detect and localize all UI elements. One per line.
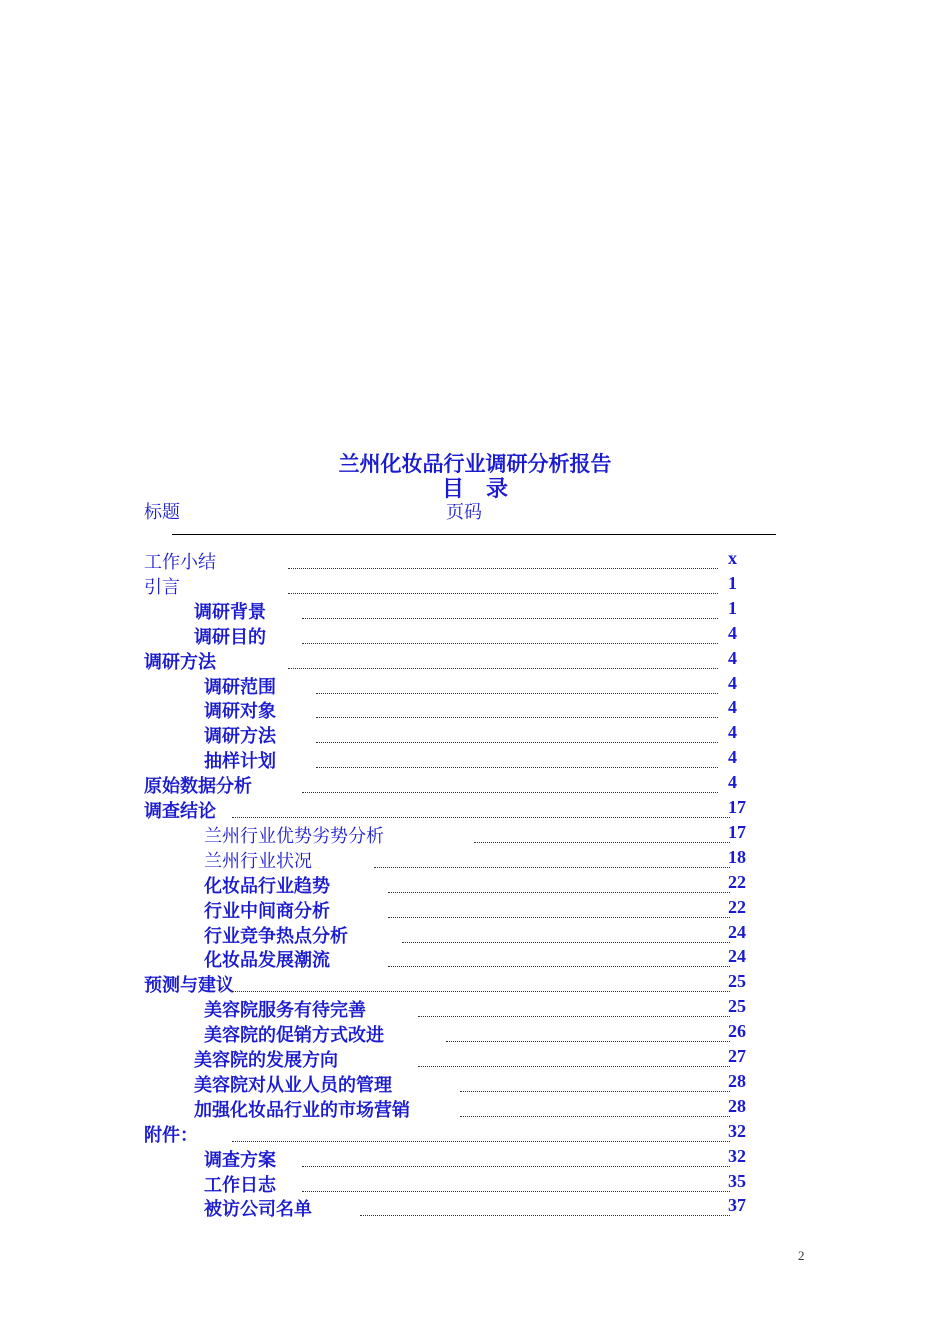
toc-entry-page: 25 [728,971,746,992]
toc-entry[interactable] [0,822,950,847]
toc-entry-label: 引言 [144,576,180,598]
toc-entry[interactable] [0,1121,950,1146]
toc-leader-dots [316,717,718,718]
toc-column-title: 标题 [144,502,180,523]
toc-leader-dots [302,792,718,793]
toc-entry-page: 4 [728,672,737,693]
toc-leader-dots [388,892,730,893]
toc-entry-label: 被访公司名单 [204,1199,312,1221]
toc-entry-label: 抽样计划 [204,751,276,773]
toc-entry-page: 4 [728,647,737,668]
toc-entry-label: 兰州行业状况 [204,850,312,872]
toc-leader-dots [418,1066,730,1067]
toc-entry[interactable] [0,872,950,897]
toc-entry-page: 4 [728,722,737,743]
toc-entry-page: 17 [728,821,746,842]
toc-leader-dots [288,568,718,569]
toc-entry[interactable] [0,1096,950,1121]
toc-entry[interactable] [0,648,950,673]
toc-entry-label: 调查方案 [204,1149,276,1171]
toc-entry[interactable] [0,797,950,822]
toc-entry-page: 22 [728,871,746,892]
toc-leader-dots [288,593,718,594]
toc-entry[interactable] [0,772,950,797]
toc-entry[interactable] [0,1146,950,1171]
toc-entry-page: 28 [728,1070,746,1091]
toc-entry-label: 加强化妆品行业的市场营销 [194,1099,410,1121]
toc-entry-page: 4 [728,747,737,768]
toc-entry-page: 22 [728,896,746,917]
toc-entry-label: 调研目的 [194,626,266,648]
toc-leader-dots [232,1141,730,1142]
toc-entry-page: 4 [728,772,737,793]
toc-leader-dots [302,1166,730,1167]
toc-entry[interactable] [0,847,950,872]
toc-entry-label: 工作日志 [204,1174,276,1196]
toc-entry[interactable] [0,1021,950,1046]
toc-leader-dots [232,817,730,818]
toc-entry[interactable] [0,996,950,1021]
toc-entry-label: 原始数据分析 [144,776,252,798]
page-number: 2 [798,1248,805,1263]
toc-entry-page: 1 [728,597,737,618]
toc-entry-page: 18 [728,846,746,867]
toc-entry-label: 调研背景 [194,601,266,623]
toc-leader-dots [302,643,718,644]
toc-entry-label: 行业竞争热点分析 [204,925,348,947]
toc-heading: 目录 [441,477,530,502]
header-rule [172,534,776,535]
toc-entry-page: 37 [728,1195,746,1216]
toc-entry-page: 28 [728,1095,746,1116]
toc-entry-page: 24 [728,921,746,942]
toc-entry-label: 美容院对从业人员的管理 [194,1074,392,1096]
toc-entry-label: 调研方法 [204,726,276,748]
toc-entry-page: 26 [728,1021,746,1042]
toc-entry-page: 1 [728,572,737,593]
toc-entry[interactable] [0,1071,950,1096]
toc-entry-label: 预测与建议 [144,975,234,997]
toc-entry[interactable] [0,946,950,971]
toc-entry-page: 24 [728,946,746,967]
toc-entry-label: 调查结论 [144,801,216,822]
toc-entry-label: 美容院的促销方式改进 [204,1025,384,1047]
toc-leader-dots [316,767,718,768]
toc-entry[interactable] [0,922,950,947]
toc-entry[interactable] [0,573,950,598]
toc-entry-label: 工作小结 [144,552,216,573]
toc-leader-dots [460,1116,730,1117]
toc-entry-page: x [728,548,737,568]
toc-entry-label: 附件： [144,1124,198,1146]
toc-leader-dots [360,1215,730,1216]
toc-entry[interactable] [0,1195,950,1220]
toc-entry-page: 4 [728,697,737,718]
toc-leader-dots [374,867,730,868]
toc-entry[interactable] [0,722,950,747]
toc-entry[interactable] [0,1171,950,1196]
toc-leader-dots [446,1041,730,1042]
toc-leader-dots [402,942,730,943]
toc-entry[interactable] [0,897,950,922]
toc-leader-dots [302,1191,730,1192]
toc-leader-dots [388,966,730,967]
toc-leader-dots [288,668,718,669]
toc-entry-label: 行业中间商分析 [204,900,330,922]
toc-leader-dots [232,991,730,992]
toc-entry[interactable] [0,598,950,623]
toc-leader-dots [316,742,718,743]
toc-entry-page: 27 [728,1046,746,1066]
toc-leader-dots [388,917,730,918]
toc-entry-page: 32 [728,1120,746,1141]
toc-entry-label: 化妆品发展潮流 [204,950,330,972]
toc-entry[interactable] [0,1046,950,1071]
toc-leader-dots [302,618,718,619]
toc-leader-dots [418,1016,730,1017]
toc-column-page: 页码 [446,502,482,523]
toc-entry[interactable] [0,548,950,573]
toc-entry[interactable] [0,697,950,722]
toc-entry-label: 美容院的发展方向 [194,1050,338,1071]
toc-entry-label: 调研范围 [204,676,276,698]
toc-entry-label: 调研对象 [204,701,276,723]
toc-leader-dots [474,842,730,843]
toc-entry-label: 美容院服务有待完善 [204,1000,366,1022]
toc-entry-page: 4 [728,622,737,643]
toc-leader-dots [460,1091,730,1092]
toc-entry-label: 化妆品行业趋势 [204,875,330,897]
toc-entry[interactable] [0,747,950,772]
toc-entry[interactable] [0,623,950,648]
report-title: 兰州化妆品行业调研分析报告 [338,452,612,476]
toc-entry-label: 兰州行业优势劣势分析 [204,825,384,847]
toc-entry-page: 25 [728,996,746,1017]
toc-entry-page: 35 [728,1170,746,1191]
toc-entry-page: 32 [728,1145,746,1166]
toc-leader-dots [316,693,718,694]
toc-entry[interactable] [0,971,950,996]
toc-entry[interactable] [0,673,950,698]
toc-entry-label: 调研方法 [144,651,216,673]
toc-entry-page: 17 [728,797,746,817]
